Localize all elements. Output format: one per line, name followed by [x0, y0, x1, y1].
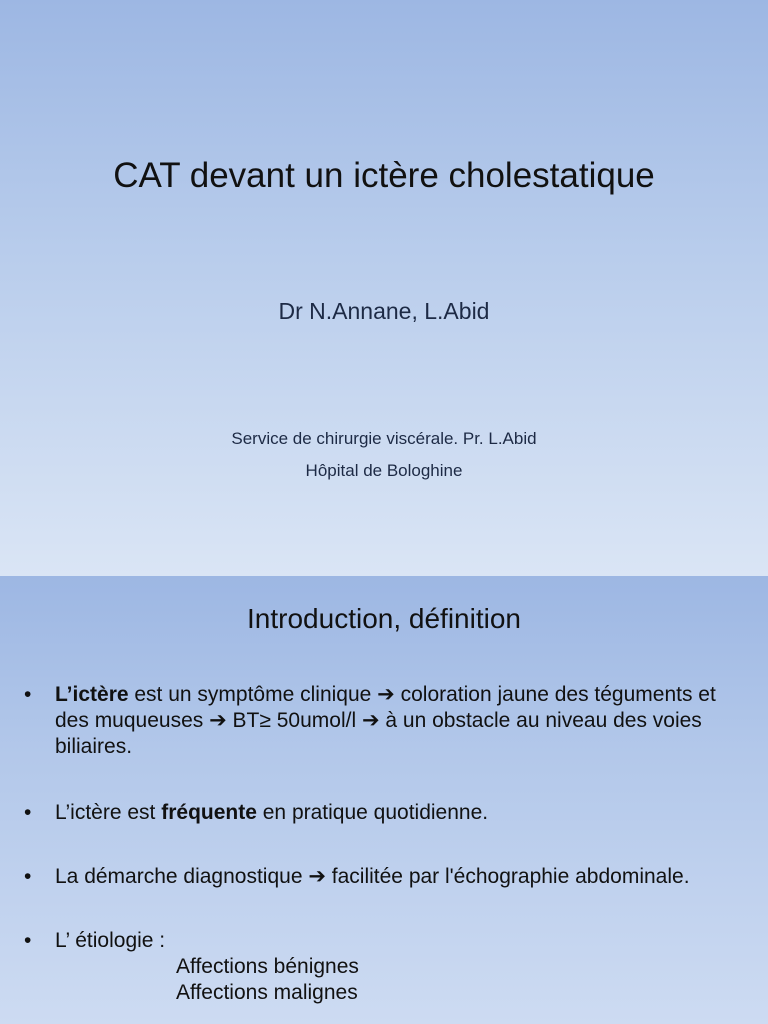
introduction-slide: [0, 576, 768, 1024]
bullet-bold-term: fréquente: [161, 801, 257, 824]
bullet-text: coloration jaune des téguments et des muqueuses: [55, 683, 716, 732]
bullet-item-frequency: [22, 800, 722, 826]
bullet-icon: •: [24, 865, 32, 888]
bullet-text: est un symptôme clinique: [128, 683, 378, 706]
bullet-text: en pratique quotidienne.: [256, 801, 489, 824]
etiology-benign: Affections bénignes: [176, 955, 359, 978]
arrow-icon: ➔: [209, 709, 227, 732]
bullet-list: [22, 682, 722, 1006]
bullet-text: La démarche diagnostique: [55, 865, 309, 888]
affiliation-department: Service de chirurgie viscérale. Pr. L.Abid: [231, 429, 537, 448]
arrow-icon: ➔: [361, 709, 380, 732]
arrow-icon: ➔: [308, 865, 326, 888]
etiology-malignant: Affections malignes: [176, 981, 358, 1004]
bullet-icon: •: [24, 801, 32, 824]
slide-authors: Dr N.Annane, L.Abid: [278, 298, 490, 324]
arrow-icon: ➔: [377, 683, 395, 706]
bullet-bold-term: L’ictère: [55, 683, 129, 706]
bullet-item-definition: [22, 682, 722, 760]
bullet-icon: •: [24, 929, 32, 952]
bullet-text: à un obstacle au niveau des voies biliaires.: [55, 709, 702, 758]
bullet-icon: •: [24, 683, 32, 706]
bullet-item-diagnosis: [22, 864, 722, 890]
affiliation-hospital: Hôpital de Bologhine: [305, 461, 463, 480]
slide-title: CAT devant un ictère cholestatique: [113, 156, 655, 195]
bullet-text: L’ictère est: [55, 801, 162, 824]
bullet-item-etiology: [22, 928, 722, 1006]
bullet-text: BT≥ 50umol/l: [226, 709, 362, 732]
slide-heading: Introduction, définition: [247, 603, 521, 634]
bullet-text: facilitée par l'échographie abdominale.: [325, 865, 690, 888]
bullet-text: L’ étiologie :: [55, 929, 166, 952]
